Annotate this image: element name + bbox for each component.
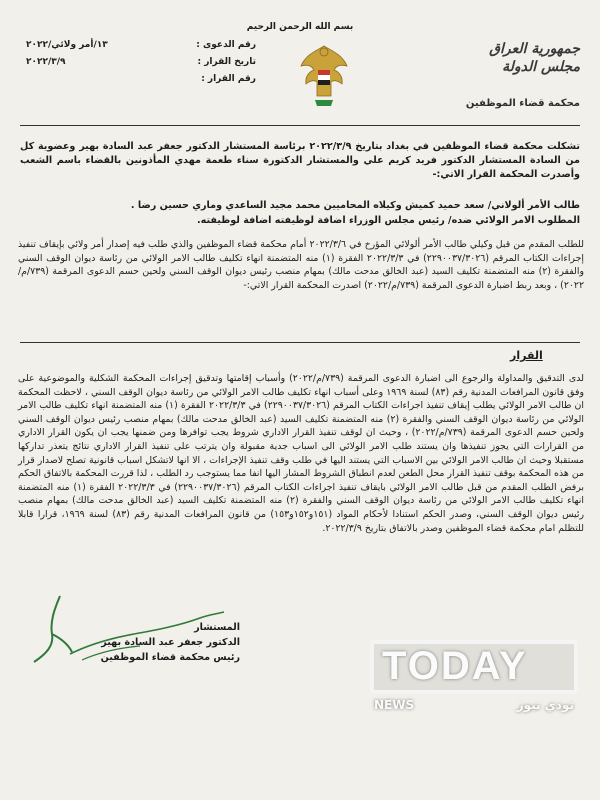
basmala: بسم الله الرحمن الرحيم <box>246 22 354 32</box>
watermark-sub-en: NEWS <box>374 698 415 712</box>
case-meta <box>26 40 256 91</box>
court-formation-paragraph: تشكلت محكمة قضاء الموظفين في بغداد بتاريخ ٢٠٢٢/٣/٩ برئاسة المستشار الدكتور جعفر عبد السادة بهير وعضوية كل من السادة المستشار الدكتور فريد كريم علي والمستشار الدكتورة سناء طعمة مهدي المأذونين بالقضاء باسم الشعب وأصدرت المحكمة القرار الاتي:- <box>20 141 580 180</box>
case-number-label: رقم الدعوى : <box>196 40 256 50</box>
respondent-line: المطلوب الامر الولائي ضده/ رئيس مجلس الوزراء اضافة لوظيفته اضافة لوظيفته. <box>197 215 580 226</box>
council-heading: مجلس الدولة <box>502 59 580 75</box>
decision-heading: القرار <box>510 349 543 362</box>
petitioner-line: طالب الأمر ألولاني/ سعد حميد كميش وكيلاه المحاميين محمد مجيد الساعدي وماري حسين رضا . <box>130 200 580 211</box>
court-heading: محكمة قضاء الموظفين <box>465 98 580 109</box>
watermark-subtitle <box>374 698 574 712</box>
decision-date-label: تاريخ القرار : <box>197 57 256 67</box>
watermark-brand: TODAY <box>382 644 528 688</box>
signature-block <box>60 620 240 665</box>
iraq-eagle-emblem-icon <box>298 40 350 110</box>
header-divider <box>20 125 580 126</box>
signature-title: المستشار <box>194 622 240 633</box>
section-divider <box>20 342 580 343</box>
decision-paragraph: لدى التدقيق والمداولة والرجوع الى اضبارة الدعوى المرقمة (٧٣٩/م/٢٠٢٢) وأسباب إقامتها وتدقيق إجراءات المحكمة الشكلية والموضوعية على وفق قانون المرافعات المدنية رقم (٨٣) لسنة ١٩٦٩ وعلى أسباب انهاء تكليف طالب الامر الولائي من رئاسة ديوان الوقف السني ، لاحظت المحكمة ان طالب الامر الولائي يطلب إيقاف تنفيذ اجراءات الكتاب المرقم (٢٢٩٠٠٣٧/٣٠٢٦) في ٢٠٢٢/٣/٣ الفقرة (١) منه المتضمنة انهاء تكليف طالب الامر الولائي من رئاسة ديوان الوقف السني والفقرة (٢) منه المتضمنة تكليف السيد (عبد الخالق مدحت مالك) بمهام منصب رئيس ديوان الوقف السني ولحين حسم الدعوى المرقمة (٧٣٩/م/٢٠٢٢) ، وحيث ان لوقف تنفيذ القرار الاداري شروط يجب توافرها ومن ضمنها يجب ان يكون القرار الاداري من القرارات التي يجوز تنفيذها وان يستند طلب الامر الولائي الى اسباب جدية مقبولة وان يترتب على تنفيذ القرار الاداري نتائج يتعذر تداركها مستقبلا وحيث ان طالب الامر الولائي بين الاسباب التي يستند اليها في طلب وقف تنفيذ الإجراءات ، الا انها لاتشكل اسباب قانونية تصلح لاصدار قرار من هذه المحكمة بوقف تنفيذ القرار محل الطعن لعدم انطباق الشروط المشار اليها انفا مما يستوجب رد الطلب ، لذا قررت المحكمة بالاتفاق الحكم برفض الطلب المقدم من قبل طالب الامر الولائي بايقاف تنفيذ اجراءات الكتاب المرقم (٢٢٩٠٠٣٧/٣٠٢٦) في ٢٠٢٢/٣/٣ الفقرة (١) منه المتضمنة انهاء تكليف طالب الامر الولائي من رئاسة ديوان الوقف السني والفقرة (٢) منه المتضمنة تكليف السيد (عبد الخالق مدحت مالك) بمهام منصب رئيس ديوان الوقف السني، وصدر الحكم استنادا لأحكام المواد (١٥١و١٥٢و١٥٣) من قانون المرافعات المدنية رقم (٨٣) لسنة ١٩٦٩، قرارا قابلا للتظلم امام محكمة قضاء الموظفين وصدر بالاتفاق بتاريخ ٢٠٢٢/٣/٩. <box>18 373 585 534</box>
signatory-position: رئيس محكمة قضاء الموظفين <box>100 652 240 663</box>
decision-date-row <box>26 57 256 67</box>
decision-number-label: رقم القرار : <box>201 74 256 84</box>
case-number-row <box>26 40 256 50</box>
request-paragraph: للطلب المقدم من قبل وكيلي طالب الأمر ألولائي المؤرخ في ٢٠٢٢/٣/٦ أمام محكمة قضاء الموظفين والذي طلب فيه إصدار أمر ولائي بإيقاف تنفيذ إجراءات الكتاب المرقم (٢٢٩٠٠٣٧/٣٠٢٦) في ٢٠٢٢/٣/٣ الفقرة (١) منه المتضمنة انهاء تكليف طالب الامر الولائي من رئاسة ديوان الوقف السني والفقرة (٢) منه المتضمنة تكليف السيد (عبد الخالق مدحت مالك) بمهام منصب رئيس ديوان الوقف السني ولحين حسم الدعوى المرقمة (٧٣٩/م/٢٠٢٢) ، وبعد ربط اضبارة الدعوى المرقمة (٧٣٩/م/٢٠٢٢) اصدرت المحكمة القرار الاتي:- <box>18 239 584 291</box>
parties-section <box>20 198 580 228</box>
republic-heading: جمهورية العراق <box>489 41 580 57</box>
decision-date-value: ٢٠٢٢/٣/٩ <box>26 57 66 67</box>
watermark-sub-ar: تودي نيوز <box>516 698 574 712</box>
today-news-watermark <box>360 640 575 720</box>
issuing-authority <box>440 40 580 109</box>
case-number-value: ١٣/أمر ولائي/٢٠٢٢ <box>26 40 108 50</box>
decision-number-row <box>26 74 256 84</box>
signatory-name: الدكتور جعفر عبد السادة بهير <box>101 637 240 648</box>
